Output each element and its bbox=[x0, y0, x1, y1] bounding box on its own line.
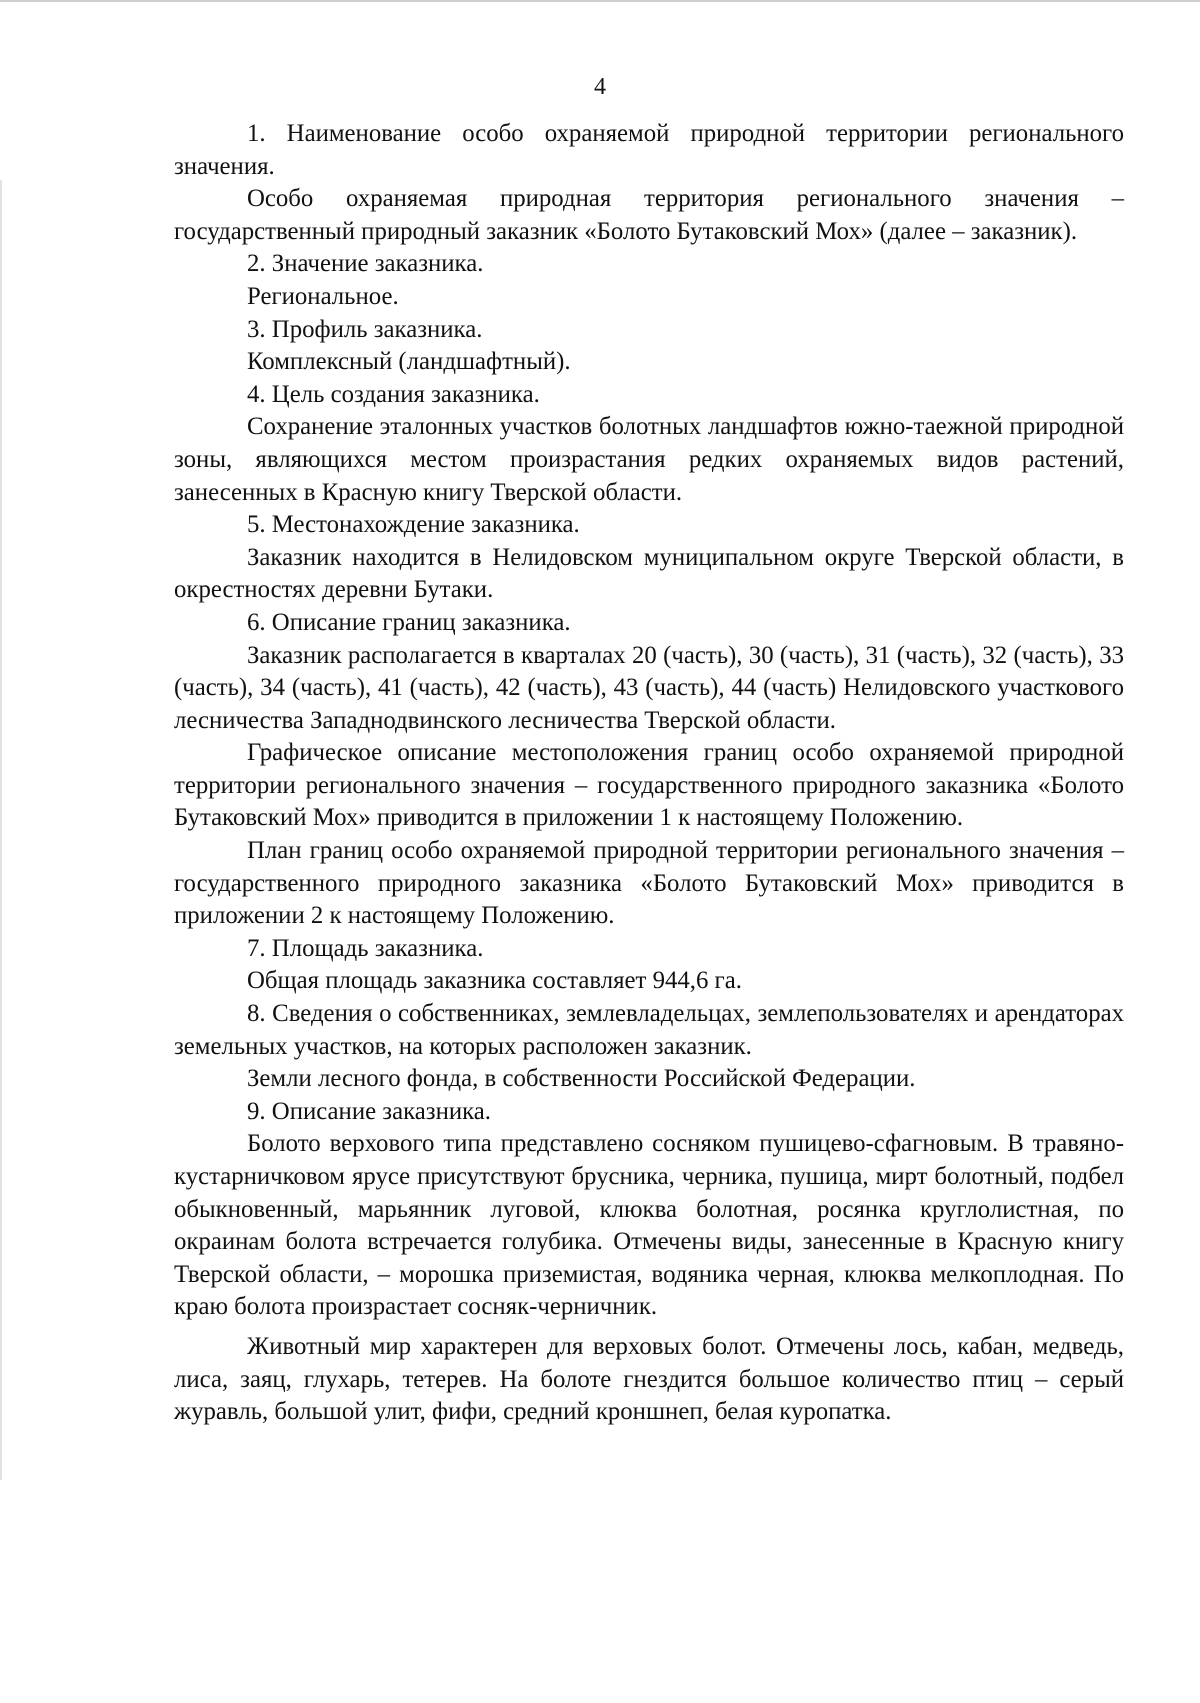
section-heading: 7. Площадь заказника. bbox=[247, 934, 484, 962]
scan-edge-top bbox=[0, 0, 1200, 2]
paragraph: Сохранение эталонных участков болотных ландшафтов южно-таежной природной зоны, являющихся местом произрастания редких охраняемых видов растений, занесенных в Красную книгу Тверской области. bbox=[174, 413, 1124, 506]
paragraph: Земли лесного фонда, в собственности Российской Федерации. bbox=[247, 1065, 916, 1093]
paragraph: Заказник находится в Нелидовском муниципальном округе Тверской области, в окрестностях деревни Бутаки. bbox=[174, 543, 1124, 604]
paragraph: План границ особо охраняемой природной территории регионального значения – государственного природного заказника «Болото Бутаковский Мох» приводится в приложении 2 к настоящему Положению. bbox=[174, 837, 1124, 930]
section-heading: 6. Описание границ заказника. bbox=[247, 608, 571, 636]
paragraph: Животный мир характерен для верховых болот. Отмечены лось, кабан, медведь, лиса, заяц, глухарь, тетерев. На болоте гнездится большое количество птиц – серый журавль, большой улит, фифи, средний кроншнеп, белая куропатка. bbox=[174, 1332, 1124, 1426]
scan-edge-left bbox=[0, 180, 2, 1480]
paragraph: Болото верхового типа представлено сосняком пушицево-сфагновым. В травяно-кустарничковом ярусе присутствуют брусника, черника, пушица, мирт болотный, подбел обыкновенный, марьянник луговой, клюква болотная, росянка круглолистная, по окраинам болота встречается голубика. Отмечены виды, занесенные в Красную книгу Тверской области, – морошка приземистая, водяника черная, клюква мелкоплодная. По краю болота произрастает сосняк-черничник. bbox=[174, 1130, 1124, 1321]
paragraph: Графическое описание местоположения границ особо охраняемой природной территории регионального значения – государственного природного заказника «Болото Бутаковский Мох» приводится в приложении 1 к настоящему Положению. bbox=[174, 739, 1124, 832]
section-heading: 9. Описание заказника. bbox=[247, 1097, 491, 1125]
section-heading: 2. Значение заказника. bbox=[247, 250, 484, 278]
section-heading: 3. Профиль заказника. bbox=[247, 315, 483, 343]
paragraph: Заказник располагается в кварталах 20 (часть), 30 (часть), 31 (часть), 32 (часть), 33 (часть), 34 (часть), 41 (часть), 42 (часть), 43 (часть), 44 (часть) Нелидовского участкового лесничества Западнодвинского лесничества Тверской области. bbox=[174, 641, 1124, 734]
paragraph: Региональное. bbox=[247, 282, 399, 310]
paragraph: Особо охраняемая природная территория регионального значения – государственный природный заказник «Болото Бутаковский Мох» (далее – заказник). bbox=[174, 185, 1124, 245]
paragraph: Комплексный (ландшафтный). bbox=[247, 348, 571, 376]
section-heading: 4. Цель создания заказника. bbox=[247, 380, 540, 408]
section-heading: 5. Местонахождение заказника. bbox=[247, 511, 580, 539]
document-body bbox=[174, 118, 1124, 1429]
page-number: 4 bbox=[594, 74, 606, 100]
section-heading: 8. Сведения о собственниках, землевладельцах, землепользователях и арендаторах земельных участков, на которых расположен заказник. bbox=[174, 1000, 1124, 1060]
paragraph: Общая площадь заказника составляет 944,6 га. bbox=[247, 967, 742, 995]
section-heading: 1. Наименование особо охраняемой природной территории регионального значения. bbox=[174, 120, 1124, 180]
